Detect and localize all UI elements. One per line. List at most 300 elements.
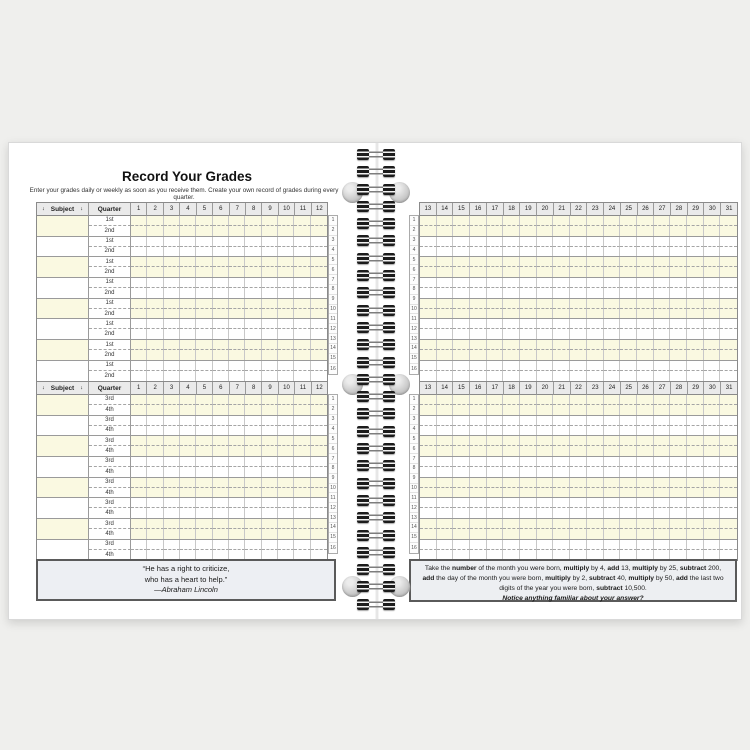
- grade-entry-cell: [164, 350, 180, 360]
- grade-entry-cell: [164, 257, 180, 267]
- grade-entry-cell: [654, 426, 671, 436]
- grade-entry-cell: [311, 237, 327, 247]
- grade-entry-cell: [131, 247, 147, 257]
- grade-entry-cell: [311, 267, 327, 277]
- grade-entry-cell: [420, 288, 437, 298]
- grade-entry-cell: [262, 446, 278, 456]
- grade-entry-cell: [311, 426, 327, 436]
- row-number: 9: [329, 474, 337, 484]
- grade-entry-cell: [487, 395, 504, 405]
- grade-entry-cell: [620, 416, 637, 426]
- quarter-label-cell: 1st: [89, 278, 131, 288]
- day-column-header: 13: [420, 203, 437, 216]
- grade-entry-cell: [637, 540, 654, 550]
- day-column-header: 3: [164, 382, 180, 395]
- grade-entry-cell: [620, 478, 637, 488]
- grade-entry-cell: [637, 237, 654, 247]
- row-number: 15: [329, 533, 337, 543]
- wire-coil-end: [383, 184, 395, 195]
- grade-entry-cell: [420, 371, 437, 381]
- wire-coil: [357, 166, 395, 177]
- grade-entry-cell: [570, 488, 587, 498]
- quarter-label-cell: 3rd: [89, 436, 131, 446]
- row-number: 2: [329, 226, 337, 236]
- wire-coil-end: [357, 443, 369, 454]
- row-number: 10: [329, 484, 337, 494]
- grade-entry-cell: [687, 519, 704, 529]
- row-number: 4: [410, 246, 418, 256]
- grade-entry-cell: [637, 340, 654, 350]
- wire-coil-end: [383, 495, 395, 506]
- grade-entry-cell: [570, 299, 587, 309]
- grade-entry-cell: [537, 278, 554, 288]
- wire-coil-loop: [369, 357, 383, 368]
- grade-entry-cell: [437, 361, 454, 371]
- grade-entry-cell: [453, 350, 470, 360]
- grade-entry-cell: [704, 309, 721, 319]
- grade-entry-cell: [311, 329, 327, 339]
- grade-entry-cell: [670, 309, 687, 319]
- grade-entry-cell: [620, 247, 637, 257]
- grade-entry-cell: [213, 446, 229, 456]
- grade-entry-cell: [164, 395, 180, 405]
- row-number: 2: [410, 226, 418, 236]
- grade-entry-cell: [687, 309, 704, 319]
- subject-row-group: [37, 361, 327, 381]
- wire-coil-end: [357, 184, 369, 195]
- grade-entry-cell: [570, 309, 587, 319]
- grade-entry-cell: [294, 247, 310, 257]
- grade-entry-cell: [604, 288, 621, 298]
- grade-entry-cell: [164, 529, 180, 539]
- grade-entry-cell: [553, 395, 570, 405]
- row-number: 8: [329, 464, 337, 474]
- grade-entry-cell: [620, 288, 637, 298]
- grade-entry-cell: [131, 395, 147, 405]
- grade-entry-cell: [164, 299, 180, 309]
- grade-entry-cell: [553, 488, 570, 498]
- grade-entry-cell: [437, 278, 454, 288]
- grade-entry-cell: [453, 395, 470, 405]
- subject-row-group: [37, 319, 327, 340]
- grade-entry-cell: [229, 288, 245, 298]
- grade-entry-cell: [180, 498, 196, 508]
- grade-entry-cell: [470, 395, 487, 405]
- grade-entry-cell: [704, 416, 721, 426]
- grade-entry-cell: [604, 529, 621, 539]
- grade-entry-cell: [437, 529, 454, 539]
- grade-entry-cell: [196, 226, 212, 236]
- grade-entry-cell: [587, 426, 604, 436]
- grade-entry-cell: [704, 529, 721, 539]
- day-column-header: 25: [621, 382, 638, 395]
- day-column-header: 1: [131, 203, 147, 216]
- grade-entry-cell: [637, 216, 654, 226]
- grade-entry-cell: [294, 446, 310, 456]
- wire-coil-loop: [369, 547, 383, 558]
- grade-entry-cell: [654, 498, 671, 508]
- grade-entry-cell: [470, 278, 487, 288]
- grade-entry-cell: [213, 436, 229, 446]
- grade-entry-cell: [720, 247, 737, 257]
- wire-coil-end: [357, 218, 369, 229]
- grade-entry-cell: [229, 395, 245, 405]
- grade-entry-cell: [180, 340, 196, 350]
- grade-entry-cell: [262, 436, 278, 446]
- grade-entry-cell: [229, 457, 245, 467]
- grade-entry-cell: [262, 216, 278, 226]
- grade-entry-cell: [453, 216, 470, 226]
- subject-row-group: [420, 278, 737, 299]
- grade-entry-cell: [654, 467, 671, 477]
- grade-entry-cell: [453, 371, 470, 381]
- grade-entry-cell: [213, 226, 229, 236]
- grade-entry-cell: [704, 519, 721, 529]
- subject-cell: [37, 278, 89, 298]
- grade-entry-cell: [196, 299, 212, 309]
- grade-entry-cell: [587, 508, 604, 518]
- grade-entry-cell: [453, 540, 470, 550]
- grade-entry-cell: [278, 267, 294, 277]
- grade-entry-cell: [720, 498, 737, 508]
- subject-cell: [37, 340, 89, 360]
- grade-entry-cell: [213, 405, 229, 415]
- day-column-header: 17: [487, 203, 504, 216]
- wire-coil-loop: [369, 460, 383, 471]
- wire-coil-loop: [369, 253, 383, 264]
- grade-entry-cell: [180, 371, 196, 381]
- grade-entry-cell: [147, 508, 163, 518]
- quarter-column-header: Quarter: [89, 203, 131, 216]
- grade-entry-cell: [487, 467, 504, 477]
- grade-entry-cell: [604, 319, 621, 329]
- grade-entry-cell: [245, 529, 261, 539]
- wire-coil: [357, 599, 395, 610]
- grade-entry-cell: [637, 436, 654, 446]
- grade-entry-cell: [437, 299, 454, 309]
- grade-entry-cell: [294, 529, 310, 539]
- grade-entry-cell: [229, 350, 245, 360]
- grade-entry-cell: [587, 488, 604, 498]
- grade-entry-cell: [604, 267, 621, 277]
- grade-entry-cell: [278, 540, 294, 550]
- grade-entry-cell: [587, 416, 604, 426]
- day-column-header: 18: [504, 203, 521, 216]
- grade-entry-cell: [670, 371, 687, 381]
- grade-entry-cell: [604, 457, 621, 467]
- down-arrow-icon: ↓: [80, 206, 83, 212]
- grade-entry-cell: [420, 446, 437, 456]
- subject-header-label: Subject: [50, 384, 75, 392]
- row-number: 8: [410, 285, 418, 295]
- grade-entry-cell: [637, 529, 654, 539]
- wire-coil-end: [383, 201, 395, 212]
- grade-entry-cell: [294, 226, 310, 236]
- grade-entry-cell: [604, 237, 621, 247]
- grade-entry-cell: [537, 319, 554, 329]
- grade-entry-cell: [503, 446, 520, 456]
- grade-entry-cell: [437, 416, 454, 426]
- grade-entry-cell: [537, 267, 554, 277]
- grade-entry-cell: [470, 267, 487, 277]
- day-column-header: 11: [295, 203, 311, 216]
- grade-entry-cell: [311, 319, 327, 329]
- grade-entry-cell: [262, 267, 278, 277]
- grade-entry-cell: [487, 340, 504, 350]
- grade-entry-cell: [437, 405, 454, 415]
- grade-entry-cell: [487, 416, 504, 426]
- grade-entry-cell: [503, 519, 520, 529]
- grade-entry-cell: [164, 247, 180, 257]
- page-title: Record Your Grades: [121, 169, 253, 184]
- grade-entry-cell: [470, 340, 487, 350]
- grade-entry-cell: [453, 457, 470, 467]
- grade-entry-cell: [570, 436, 587, 446]
- grade-entry-cell: [147, 416, 163, 426]
- grade-entry-cell: [704, 340, 721, 350]
- grade-entry-cell: [587, 395, 604, 405]
- grade-entry-cell: [670, 226, 687, 236]
- grade-entry-cell: [453, 329, 470, 339]
- grade-entry-cell: [147, 309, 163, 319]
- grade-entry-cell: [196, 416, 212, 426]
- grade-entry-cell: [670, 519, 687, 529]
- grade-entry-cell: [294, 488, 310, 498]
- grade-entry-cell: [620, 519, 637, 529]
- grade-entry-cell: [670, 340, 687, 350]
- grade-entry-cell: [604, 426, 621, 436]
- grade-entry-cell: [147, 498, 163, 508]
- grade-entry-cell: [620, 540, 637, 550]
- grade-entry-cell: [180, 237, 196, 247]
- grade-entry-cell: [453, 288, 470, 298]
- grade-entry-cell: [196, 395, 212, 405]
- grade-entry-cell: [213, 257, 229, 267]
- wire-coil-end: [383, 322, 395, 333]
- spiral-wire-binding: [357, 149, 395, 610]
- grade-entry-cell: [294, 216, 310, 226]
- wire-coil-end: [383, 149, 395, 160]
- wire-coil-end: [383, 547, 395, 558]
- grade-entry-cell: [520, 508, 537, 518]
- grade-entry-cell: [470, 446, 487, 456]
- grade-entry-cell: [570, 508, 587, 518]
- grade-entry-cell: [587, 467, 604, 477]
- grades-table-left-bottom: [36, 381, 338, 561]
- grade-entry-cell: [637, 309, 654, 319]
- grade-entry-cell: [587, 237, 604, 247]
- grade-entry-cell: [245, 488, 261, 498]
- grade-entry-cell: [720, 371, 737, 381]
- grade-entry-cell: [229, 467, 245, 477]
- grade-entry-cell: [245, 350, 261, 360]
- grade-entry-cell: [604, 257, 621, 267]
- grade-entry-cell: [687, 446, 704, 456]
- grade-entry-cell: [620, 329, 637, 339]
- grade-entry-cell: [537, 488, 554, 498]
- subject-row-group: [420, 216, 737, 237]
- subject-row-group: [420, 498, 737, 519]
- wire-coil-end: [383, 478, 395, 489]
- quote-line-2: who has a heart to help.”: [144, 574, 228, 584]
- grade-entry-cell: [262, 288, 278, 298]
- grade-entry-cell: [180, 216, 196, 226]
- grade-entry-cell: [604, 405, 621, 415]
- row-number-strip: [409, 215, 419, 375]
- grade-entry-cell: [131, 436, 147, 446]
- grade-entry-cell: [604, 416, 621, 426]
- grade-entry-cell: [687, 405, 704, 415]
- grade-entry-cell: [437, 457, 454, 467]
- grade-entry-cell: [453, 436, 470, 446]
- grade-entry-cell: [131, 216, 147, 226]
- grade-entry-cell: [278, 395, 294, 405]
- grade-entry-cell: [278, 288, 294, 298]
- grade-entry-cell: [311, 436, 327, 446]
- grade-entry-cell: [437, 467, 454, 477]
- grade-entry-cell: [503, 237, 520, 247]
- wire-coil: [357, 322, 395, 333]
- grade-entry-cell: [487, 478, 504, 488]
- row-number: 12: [410, 503, 418, 513]
- grade-entry-cell: [453, 319, 470, 329]
- grade-entry-cell: [604, 350, 621, 360]
- grade-entry-cell: [704, 329, 721, 339]
- wire-coil-loop: [369, 305, 383, 316]
- row-number: 15: [410, 354, 418, 364]
- grade-entry-cell: [311, 529, 327, 539]
- wire-coil-end: [383, 339, 395, 350]
- grade-entry-cell: [520, 446, 537, 456]
- grade-entry-cell: [437, 309, 454, 319]
- grade-entry-cell: [453, 446, 470, 456]
- grade-entry-cell: [520, 237, 537, 247]
- grade-entry-cell: [537, 329, 554, 339]
- grade-entry-cell: [487, 350, 504, 360]
- grade-entry-cell: [553, 508, 570, 518]
- grade-entry-cell: [604, 478, 621, 488]
- grade-entry-cell: [570, 350, 587, 360]
- grade-entry-cell: [620, 371, 637, 381]
- subject-row-group: [420, 299, 737, 320]
- grade-entry-cell: [503, 371, 520, 381]
- row-number: 5: [329, 434, 337, 444]
- day-column-header: 16: [470, 382, 487, 395]
- day-column-header: 22: [571, 382, 588, 395]
- grade-entry-cell: [470, 350, 487, 360]
- grade-entry-cell: [470, 226, 487, 236]
- grade-entry-cell: [213, 309, 229, 319]
- grade-entry-cell: [245, 278, 261, 288]
- grade-entry-cell: [229, 247, 245, 257]
- grade-entry-cell: [196, 405, 212, 415]
- subject-cell: [37, 519, 89, 539]
- grade-entry-cell: [131, 299, 147, 309]
- grade-entry-cell: [553, 519, 570, 529]
- grade-entry-cell: [670, 299, 687, 309]
- grade-entry-cell: [503, 508, 520, 518]
- grade-entry-cell: [470, 426, 487, 436]
- grade-entry-cell: [294, 319, 310, 329]
- day-column-header: 28: [671, 382, 688, 395]
- wire-coil: [357, 149, 395, 160]
- row-number: 12: [329, 503, 337, 513]
- grade-entry-cell: [720, 426, 737, 436]
- subject-cell: [37, 299, 89, 319]
- grade-entry-cell: [147, 237, 163, 247]
- grade-entry-cell: [262, 426, 278, 436]
- grade-entry-cell: [147, 436, 163, 446]
- subject-row-group: [37, 216, 327, 237]
- quarter-label-cell: 1st: [89, 361, 131, 371]
- grade-entry-cell: [537, 216, 554, 226]
- grade-entry-cell: [487, 267, 504, 277]
- grade-entry-cell: [670, 278, 687, 288]
- grade-entry-cell: [704, 457, 721, 467]
- day-column-header: 26: [638, 382, 655, 395]
- grade-entry-cell: [570, 247, 587, 257]
- wire-coil-loop: [369, 339, 383, 350]
- grade-entry-cell: [520, 267, 537, 277]
- grade-entry-cell: [487, 319, 504, 329]
- grade-entry-cell: [637, 299, 654, 309]
- grade-entry-cell: [196, 237, 212, 247]
- grade-entry-cell: [487, 247, 504, 257]
- grade-entry-cell: [503, 319, 520, 329]
- day-column-header: 4: [180, 203, 196, 216]
- grade-entry-cell: [654, 361, 671, 371]
- grade-entry-cell: [670, 457, 687, 467]
- grade-entry-cell: [196, 309, 212, 319]
- grade-entry-cell: [262, 498, 278, 508]
- down-arrow-icon: ↓: [42, 385, 45, 391]
- grade-entry-cell: [720, 488, 737, 498]
- grade-entry-cell: [245, 299, 261, 309]
- wire-coil: [357, 512, 395, 523]
- subject-row-group: [420, 395, 737, 416]
- grade-entry-cell: [262, 247, 278, 257]
- subject-row-group: [37, 257, 327, 278]
- grade-entry-cell: [503, 288, 520, 298]
- quarter-label-cell: 4th: [89, 508, 131, 518]
- grade-entry-cell: [670, 329, 687, 339]
- grade-entry-cell: [654, 529, 671, 539]
- grade-entry-cell: [637, 467, 654, 477]
- grade-entry-cell: [720, 508, 737, 518]
- grade-entry-cell: [278, 299, 294, 309]
- grade-entry-cell: [147, 519, 163, 529]
- wire-coil-end: [357, 166, 369, 177]
- grade-entry-cell: [654, 488, 671, 498]
- grade-entry-cell: [687, 319, 704, 329]
- grade-entry-cell: [131, 319, 147, 329]
- grade-entry-cell: [262, 226, 278, 236]
- grade-entry-cell: [520, 288, 537, 298]
- grade-entry-cell: [229, 498, 245, 508]
- grade-entry-cell: [620, 319, 637, 329]
- grade-entry-cell: [245, 329, 261, 339]
- grade-entry-cell: [553, 319, 570, 329]
- grade-entry-cell: [470, 361, 487, 371]
- subject-row-group: [420, 361, 737, 381]
- grade-entry-cell: [520, 216, 537, 226]
- grade-entry-cell: [553, 329, 570, 339]
- grade-entry-cell: [704, 488, 721, 498]
- wire-coil-end: [383, 287, 395, 298]
- wire-coil-end: [357, 149, 369, 160]
- grade-entry-cell: [670, 395, 687, 405]
- grade-entry-cell: [278, 467, 294, 477]
